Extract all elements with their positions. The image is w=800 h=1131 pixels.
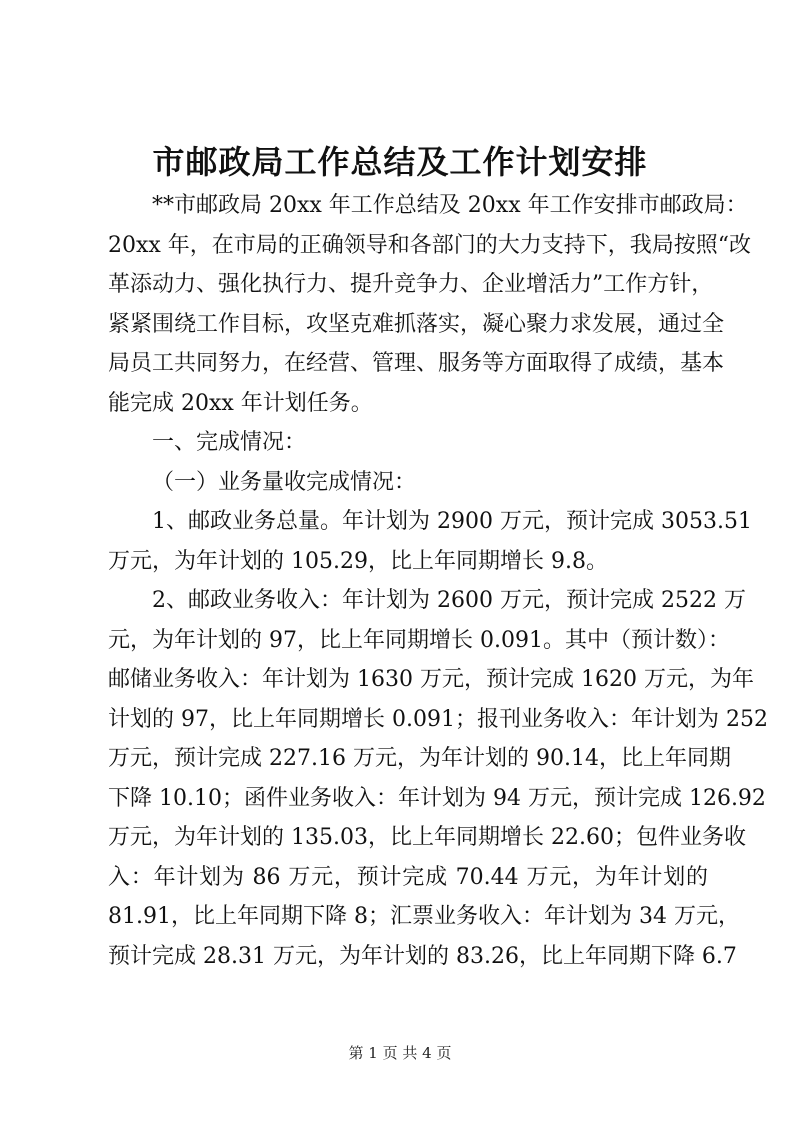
paragraph-line: 2、邮政业务收入：年计划为 2600 万元，预计完成 2522 万 xyxy=(152,588,746,613)
paragraph-line: 革添动力、强化执行力、提升竞争力、企业增活力”工作方针， xyxy=(108,272,714,297)
paragraph-line: 邮储业务收入：年计划为 1630 万元，预计完成 1620 万元，为年 xyxy=(108,667,754,692)
document-title: 市邮政局工作总结及工作计划安排 xyxy=(152,143,648,181)
section-heading: 一、完成情况： xyxy=(152,430,307,455)
paragraph-line: 计划的 97，比上年同期增长 0.091；报刊业务收入：年计划为 252 xyxy=(108,706,768,732)
paragraph-line: 81.91，比上年同期下降 8；汇票业务收入：年计划为 34 万元， xyxy=(108,904,740,929)
paragraph-line: 紧紧围绕工作目标，攻坚克难抓落实，凝心聚力求发展，通过全 xyxy=(108,311,725,337)
paragraph-line: **市邮政局 20xx 年工作总结及 20xx 年工作安排市邮政局： xyxy=(152,193,748,218)
paragraph-line: 下降 10.10；函件业务收入：年计划为 94 万元，预计完成 126.92 xyxy=(108,785,766,811)
paragraph-line: 局员工共同努力，在经营、管理、服务等方面取得了成绩，基本 xyxy=(108,351,725,376)
document-body xyxy=(108,186,768,976)
subsection-heading: （一）业务量收完成情况： xyxy=(152,469,417,495)
paragraph-line: 入：年计划为 86 万元，预计完成 70.44 万元，为年计划的 xyxy=(108,864,708,890)
paragraph-line: 20xx 年，在市局的正确领导和各部门的大力支持下，我局按照“改 xyxy=(108,232,752,258)
paragraph-line: 万元，为年计划的 105.29，比上年同期增长 9.8。 xyxy=(108,548,608,574)
paragraph-line: 万元，预计完成 227.16 万元，为年计划的 90.14，比上年同期 xyxy=(108,746,731,771)
paragraph-line: 万元，为年计划的 135.03，比上年同期增长 22.60；包件业务收 xyxy=(108,825,746,850)
paragraph-line: 预计完成 28.31 万元，为年计划的 83.26，比上年同期下降 6.7 xyxy=(108,943,737,969)
page-footer: 第 1 页 共 4 页 xyxy=(348,1044,452,1062)
paragraph-line: 1、邮政业务总量。年计划为 2900 万元，预计完成 3053.51 xyxy=(152,509,752,534)
paragraph-line: 元，为年计划的 97，比上年同期增长 0.091。其中（预计数）： xyxy=(108,627,730,653)
paragraph-line: 能完成 20xx 年计划任务。 xyxy=(108,390,373,416)
